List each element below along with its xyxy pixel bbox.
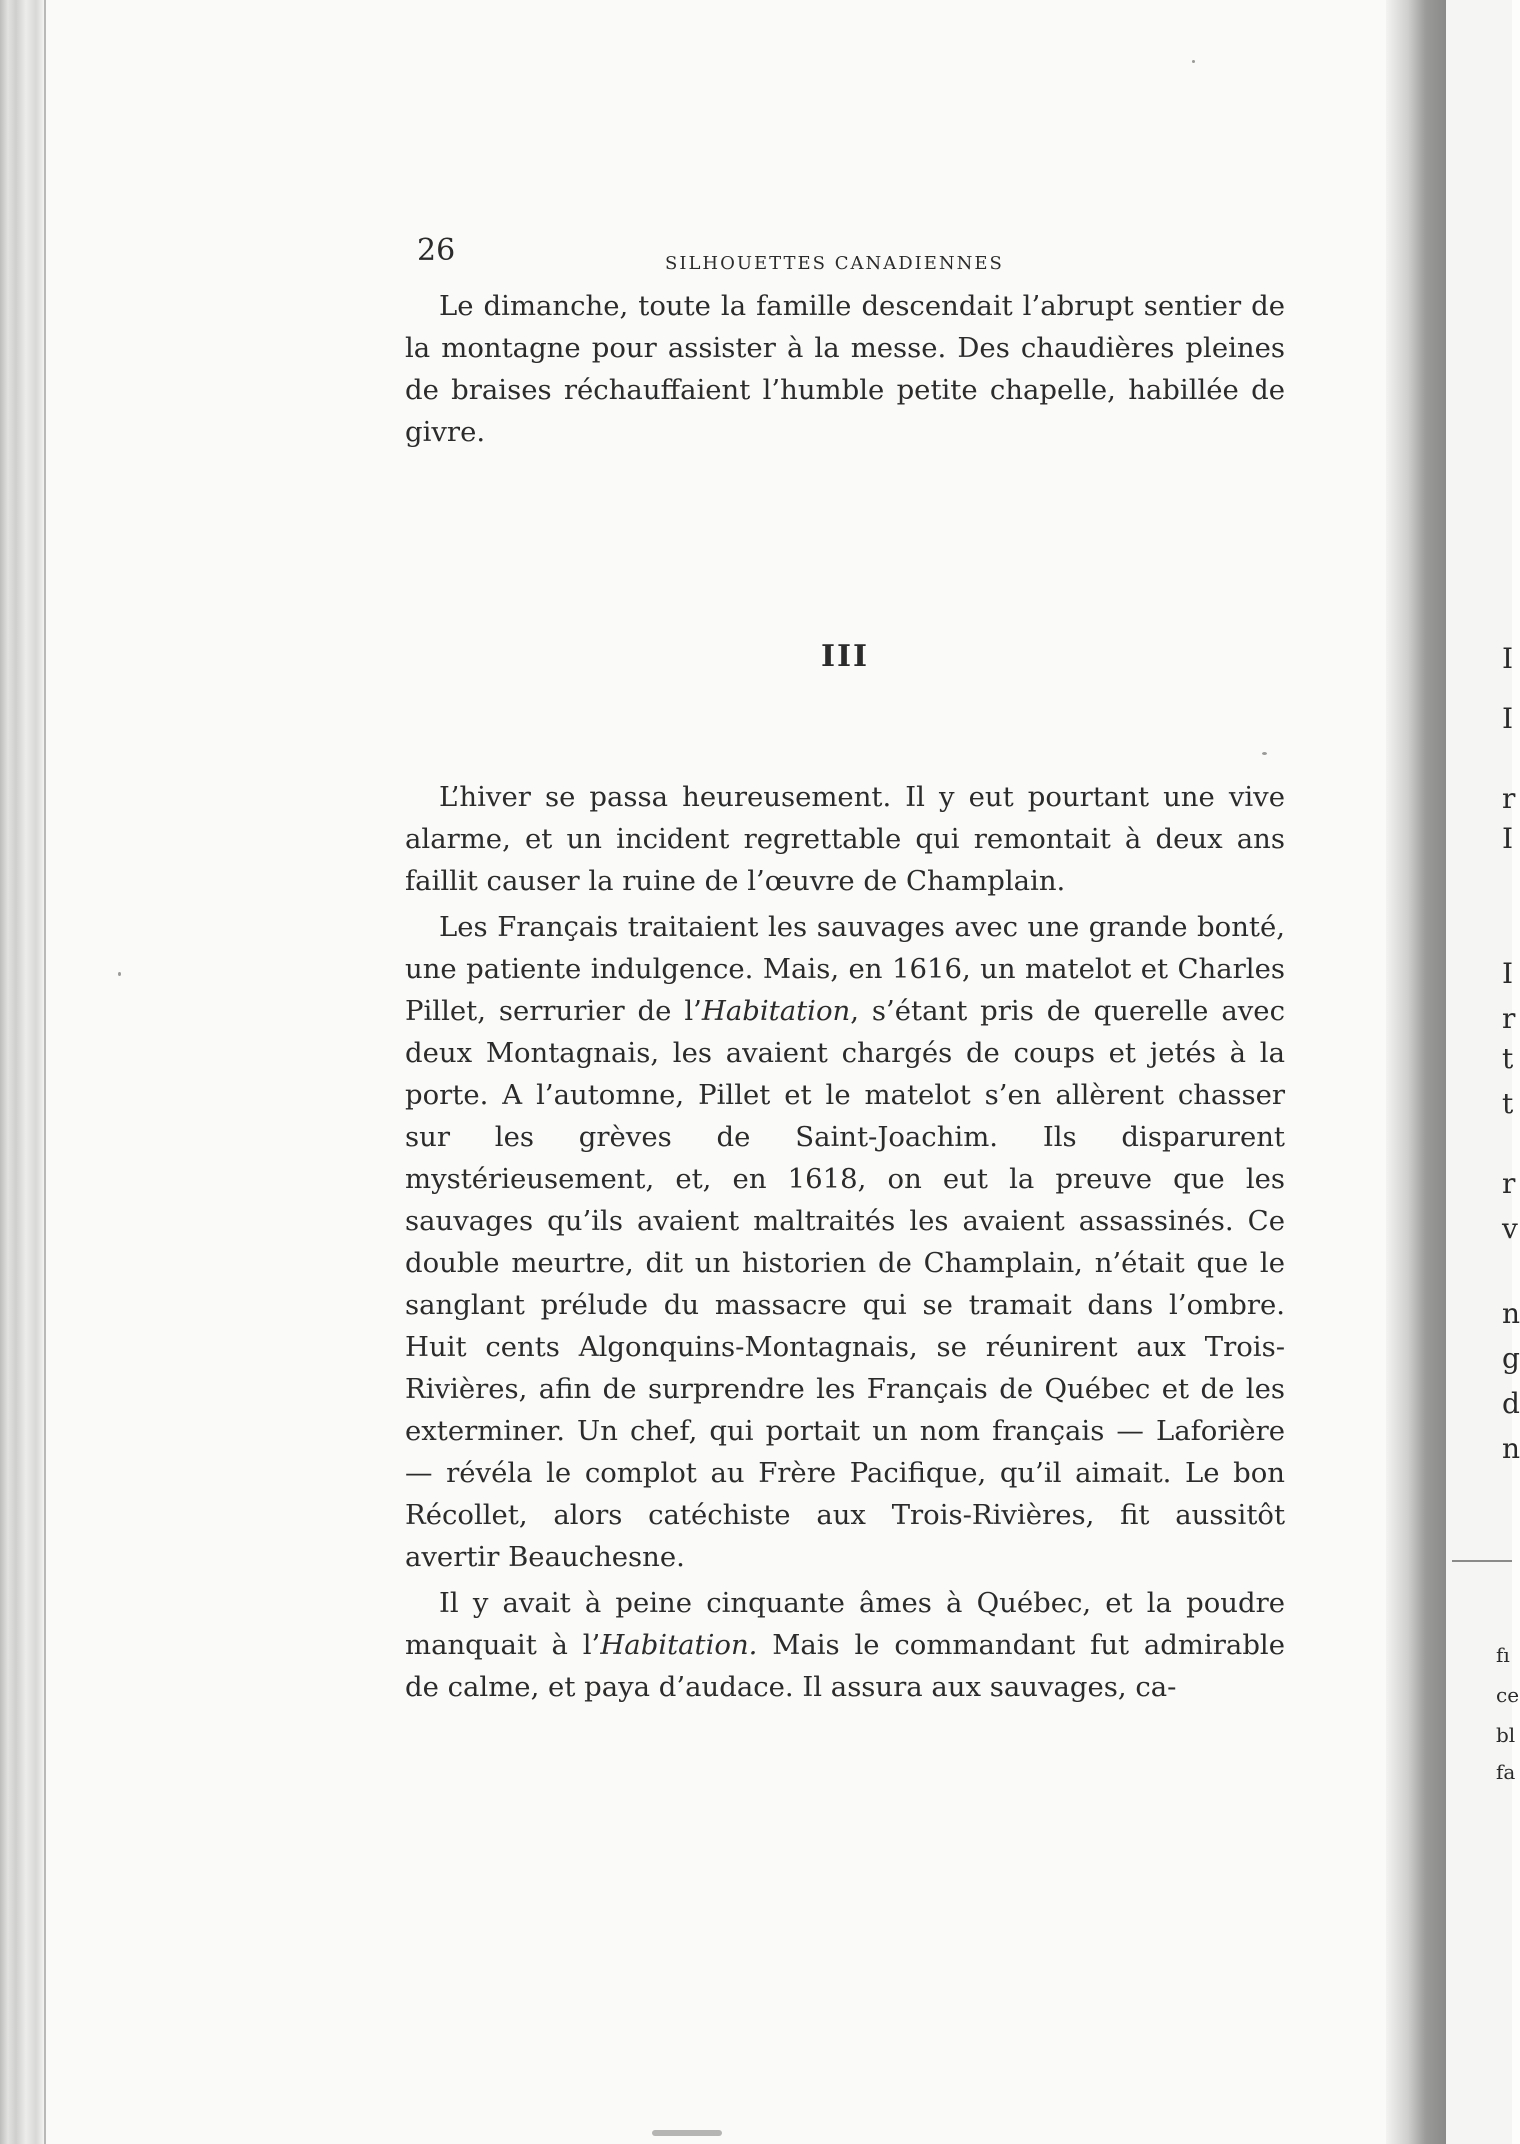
- facing-page-strip: [1446, 0, 1520, 2144]
- paragraph-text: Les Français traitaient les sauvages avec une grande bonté, une patiente indulgence. Mais, en 1616, un matelot et Charles Pillet, serrurier de l’: [405, 911, 1285, 1027]
- scan-speck: [118, 972, 121, 976]
- paragraph-text: , s’étant pris de querelle avec deux Montagnais, les avaient chargés de coups et jetés à la porte. A l’automne, Pillet et le matelot s’en allèrent chasser sur les grèves de Saint-Joachim. Ils disparurent mystérieusement, et, en 1618, on eut la preuve que les sauvages qu’ils avaient maltraités les avaient assassinés. Ce double meurtre, dit un historien de Champlain, n’était que le sanglant prélude du massacre qui se tramait dans l’ombre. Huit cents Algonquins-Montagnais, se réunirent aux Trois-Rivières, afin de surprendre les Français de Québec et de les exterminer. Un chef, qui portait un nom français — Laforière — révéla le complot au Frère Pacifique, qu’il aimait. Le bon Récollet, alors catéchiste aux Trois-Rivières, fit aussitôt avertir Beauchesne.: [405, 995, 1285, 1573]
- paragraph: L’hiver se passa heureusement. Il y eut pourtant une vive alarme, et un incident regrettable qui remontait à deux ans faillit causer la ruine de l’œuvre de Champlain.: [405, 781, 1285, 897]
- italic-term: Habitation.: [600, 1629, 758, 1661]
- page-edge-line: [44, 0, 46, 2144]
- facing-page-fragment: ce: [1496, 1683, 1520, 1707]
- scan-mark: [652, 2130, 722, 2136]
- paragraph: [405, 906, 1285, 1578]
- facing-page-fragment: r: [1502, 782, 1516, 815]
- paragraph-text: Il y avait à peine cinquante âmes à Québec, et la poudre manquait à l’: [405, 1587, 1285, 1661]
- section-title: III: [820, 639, 870, 674]
- facing-page-fragment: r: [1502, 1167, 1516, 1200]
- opening-paragraph: Le dimanche, toute la famille descendait l’abrupt sentier de la montagne pour assister à la messe. Des chaudières pleines de braises réchauffaient l’humble petite chapelle, habillée de givre.: [405, 290, 1285, 448]
- facing-page-divider: [1452, 1560, 1512, 1562]
- facing-page-fragment: n: [1502, 1297, 1520, 1330]
- facing-page-fragment: bl: [1496, 1723, 1516, 1747]
- running-title: SILHOUETTES CANADIENNES: [665, 253, 1004, 274]
- binding-gutter-shadow: [1386, 0, 1446, 2144]
- facing-page-fragment: fa: [1496, 1760, 1516, 1784]
- facing-page-fragment: fı: [1496, 1643, 1510, 1667]
- facing-page-fragment: I: [1502, 957, 1514, 990]
- facing-page-fragment: v: [1502, 1212, 1518, 1245]
- page-header: [405, 225, 1285, 285]
- italic-term: Habitation: [701, 995, 851, 1027]
- facing-page-fragment: g: [1502, 1342, 1520, 1375]
- facing-page-fragment: I: [1502, 822, 1514, 855]
- facing-page-fragment: t: [1502, 1042, 1514, 1075]
- facing-page-fragment: I: [1502, 702, 1514, 735]
- text-page: [405, 225, 1285, 1708]
- facing-page-fragment: d: [1502, 1387, 1520, 1420]
- page-stack-edge: [0, 0, 44, 2144]
- page-number: 26: [417, 233, 456, 268]
- paragraph-text: Mais le commandant fut admirable de calme, et paya d’audace. Il assura aux sauvages, ca-: [405, 1629, 1286, 1703]
- facing-page-fragment: r: [1502, 1002, 1516, 1035]
- scan-speck: [1192, 60, 1195, 63]
- facing-page-fragment: n: [1502, 1432, 1520, 1465]
- facing-page-fragment: t: [1502, 1087, 1514, 1120]
- facing-page-fragment: I: [1502, 642, 1514, 675]
- paragraph: [405, 1582, 1285, 1708]
